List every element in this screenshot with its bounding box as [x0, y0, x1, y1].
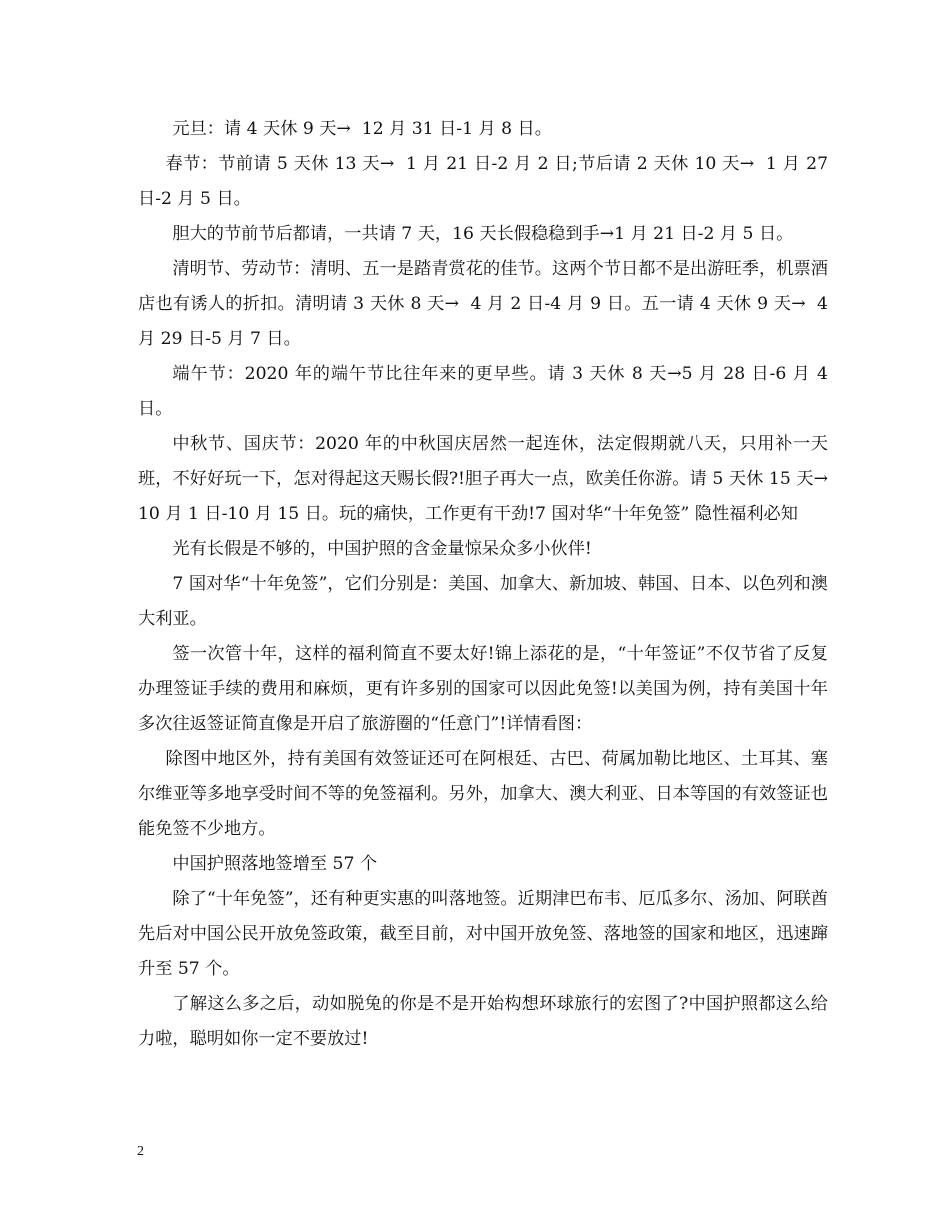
- paragraph-mid-autumn-national: 中秋节、国庆节：2020 年的中秋国庆居然一起连休，法定假期就八天，只用补一天班，不好好玩一下，怎对得起这天赐长假?!胆子再大一点，欧美任你游。请 5 天休 15 天→ 10 月 1 日-10 月 15 日。玩的痛快，工作更有干劲!7 国对华“十年免签” 隐性福利必知: [138, 434, 839, 524]
- page-number: 2: [137, 1144, 144, 1159]
- paragraph-new-year: 元旦：请 4 天休 9 天→ 12 月 31 日-1 月 8 日。: [172, 119, 552, 139]
- paragraph-ten-year-visa-countries: 7 国对华“十年免签”，它们分别是：美国、加拿大、新加坡、韩国、日本、以色列和澳大利亚。: [138, 574, 828, 629]
- paragraph-qingming-labor: 清明节、劳动节：清明、五一是踏青赏花的佳节。这两个节日都不是出游旺季，机票酒店也有诱人的折扣。清明请 3 天休 8 天→ 4 月 2 日-4 月 9 日。五一请 4 天休 9 天→ 4 月 29 日-5 月 7 日。: [138, 259, 834, 349]
- paragraph-long-holiday: 胆大的节前节后都请，一共请 7 天，16 天长假稳稳到手→1 月 21 日-2 月 5 日。: [172, 224, 794, 244]
- paragraph-ten-year-visa-benefits: 签一次管十年，这样的福利简直不要太好!锦上添花的是，“十年签证”不仅节省了反复办理签证手续的费用和麻烦，更有许多别的国家可以因此免签!以美国为例，持有美国十年多次往返签证简直像是开启了旅游圈的“任意门”!详情看图：: [138, 644, 828, 734]
- document-body: [138, 112, 839, 1057]
- paragraph-conclusion: 了解这么多之后，动如脱兔的你是不是开始构想环球旅行的宏图了?中国护照都这么给力啦，聪明如你一定不要放过!: [138, 994, 828, 1049]
- paragraph-passport-value: 光有长假是不够的，中国护照的含金量惊呆众多小伙伴!: [172, 539, 592, 559]
- paragraph-dragon-boat: 端午节：2020 年的端午节比往年来的更早些。请 3 天休 8 天→5 月 28 日-6 月 4 日。: [138, 364, 834, 419]
- paragraph-spring-festival: 春节：节前请 5 天休 13 天→ 1 月 21 日-2 月 2 日;节后请 2 天休 10 天→ 1 月 27 日-2 月 5 日。: [138, 154, 834, 209]
- paragraph-visa-on-arrival: 除了“十年免签”，还有种更实惠的叫落地签。近期津巴布韦、厄瓜多尔、汤加、阿联酋先后对中国公民开放免签政策，截至目前，对中国开放免签、落地签的国家和地区，迅速蹿升至 57 个。: [138, 889, 828, 979]
- paragraph-us-visa-benefits: 除图中地区外，持有美国有效签证还可在阿根廷、古巴、荷属加勒比地区、土耳其、塞尔维亚等多地享受时间不等的免签福利。另外，加拿大、澳大利亚、日本等国的有效签证也能免签不少地方。: [138, 749, 828, 839]
- section-heading-visa-on-arrival: 中国护照落地签增至 57 个: [172, 854, 378, 874]
